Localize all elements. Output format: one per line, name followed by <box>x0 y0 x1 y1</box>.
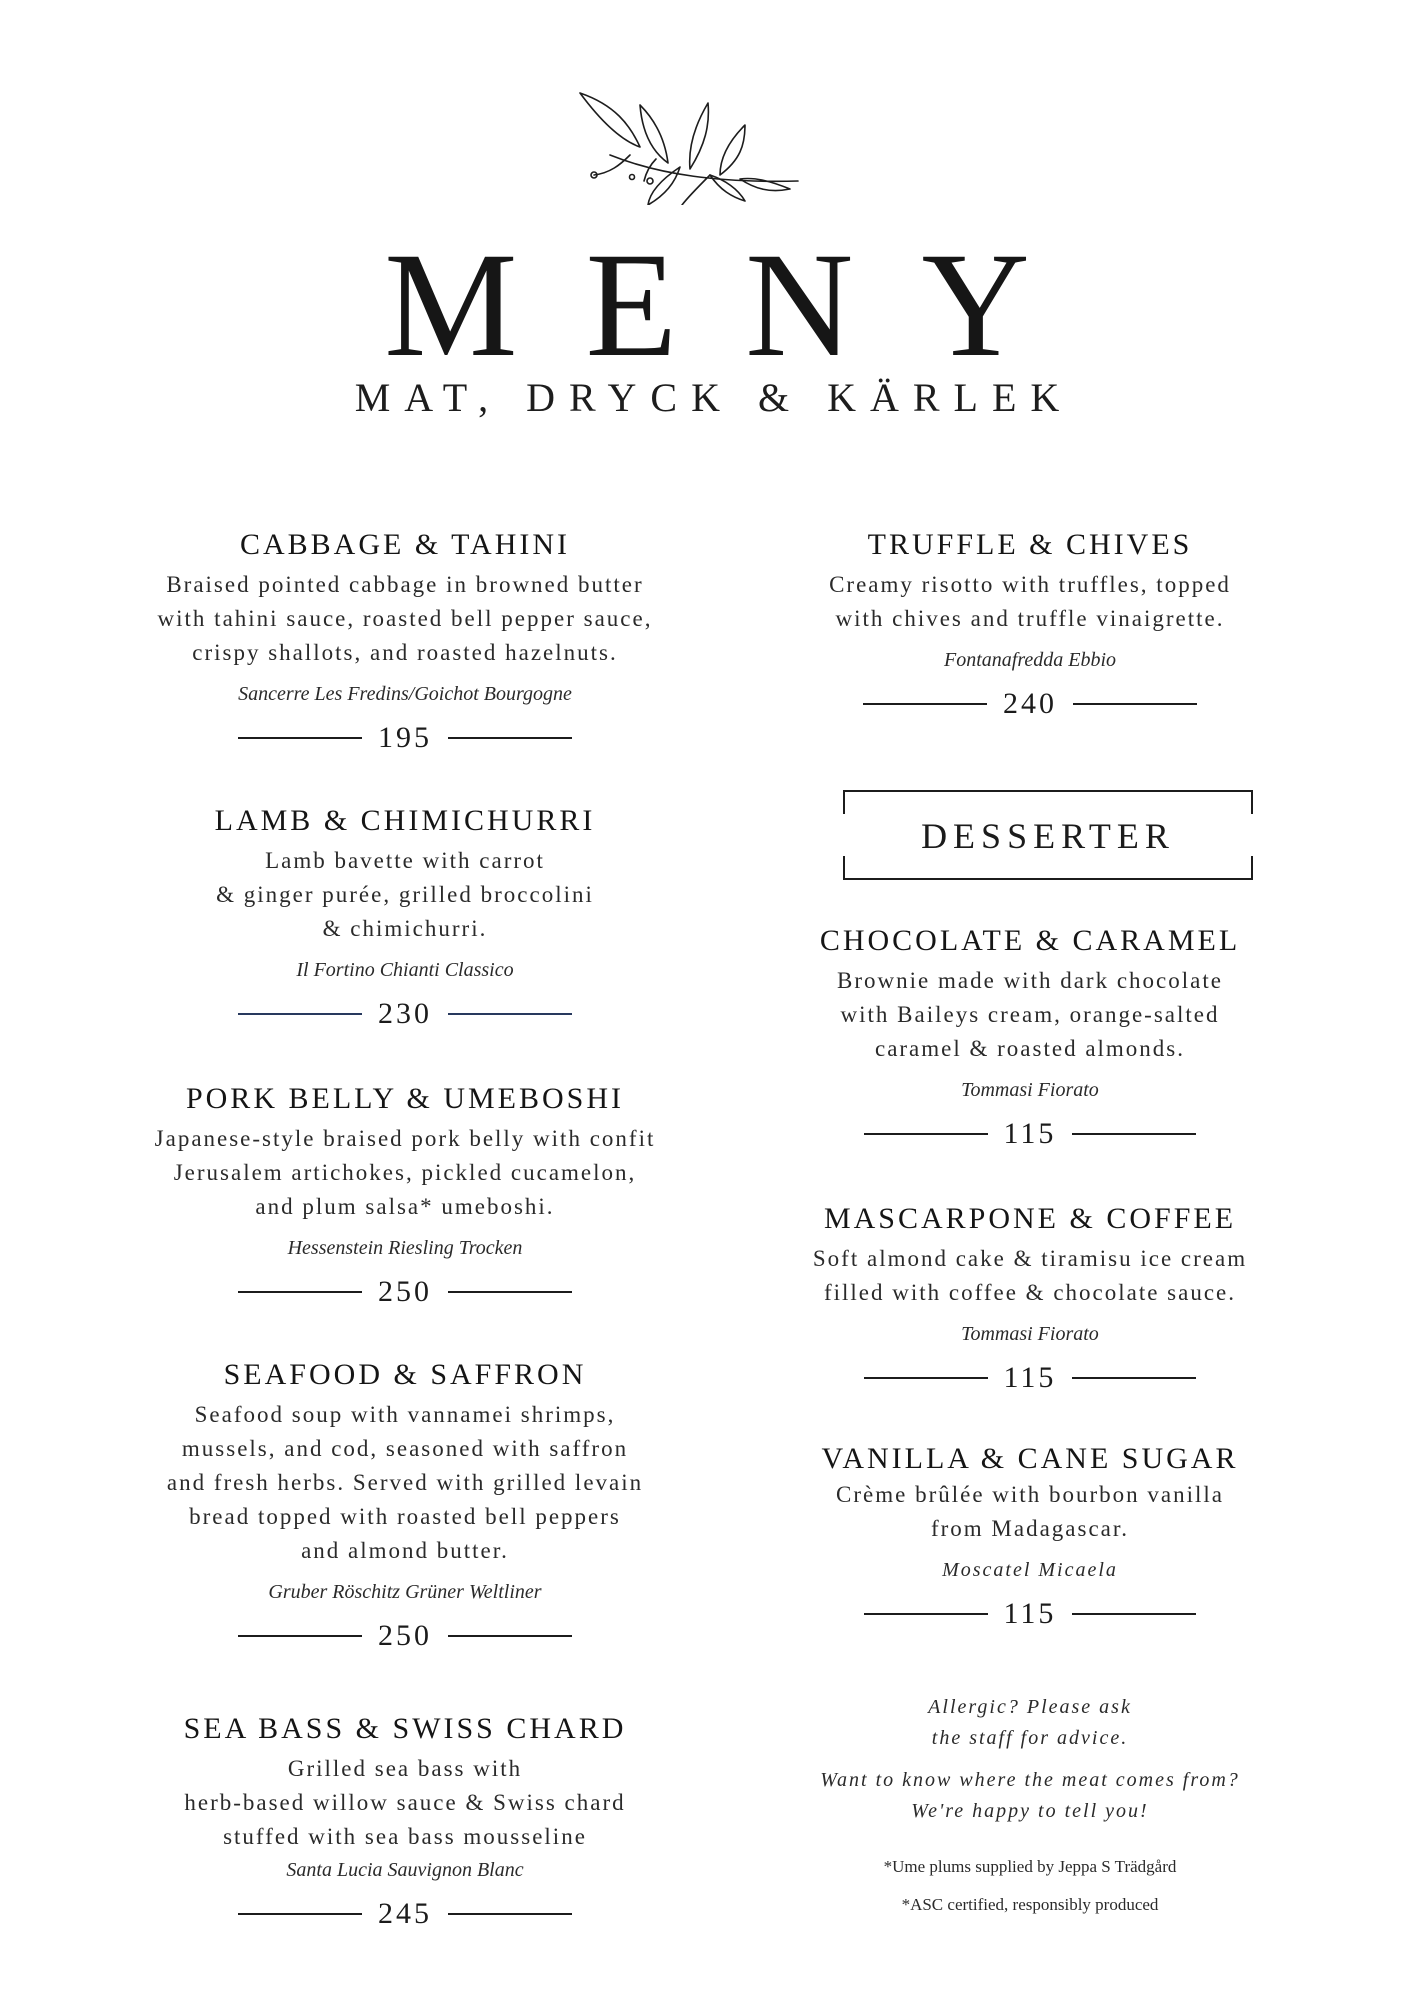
dish-name: PORK BELLY & UMEBOSHI <box>185 1082 625 1115</box>
price-rule-left <box>863 703 987 705</box>
frame-bottom-right-tick <box>1251 856 1253 880</box>
frame-bottom-line <box>843 878 1253 880</box>
frame-bottom-left-tick <box>843 856 845 880</box>
price-rule-left <box>238 737 362 739</box>
menu-item-vanilla-cane-sugar <box>760 1440 1300 1630</box>
dish-description: Lamb bavette with carrot & ginger purée, grilled broccolini & chimichurri. <box>216 848 594 941</box>
price-rule-right <box>448 737 572 739</box>
price-rule-left <box>864 1613 988 1615</box>
price-rule-left <box>864 1377 988 1379</box>
dish-name: CABBAGE & TAHINI <box>239 528 571 561</box>
wine-pairing: Il Fortino Chianti Classico <box>296 959 514 981</box>
dish-description: Crème brûlée with bourbon vanilla from Madagascar. <box>836 1482 1224 1541</box>
desserts-heading: DESSERTER <box>921 816 1175 856</box>
menu-item-pork-belly-umeboshi <box>130 1080 680 1308</box>
price-row <box>760 1598 1300 1630</box>
menu-item-cabbage-tahini <box>130 526 680 754</box>
price-rule-right <box>1072 1613 1196 1615</box>
price: 195 <box>378 721 432 754</box>
price: 250 <box>378 1619 432 1652</box>
menu-item-mascarpone-coffee <box>760 1200 1300 1394</box>
menu-subtitle: MAT, DRYCK & KÄRLEK <box>354 375 1074 420</box>
price-rule-right <box>1073 703 1197 705</box>
dish-description: Grilled sea bass with herb-based willow sauce & Swiss chard stuffed with sea bass mousseline <box>184 1756 626 1849</box>
wine-pairing: Moscatel Micaela <box>942 1559 1118 1581</box>
dish-name: SEA BASS & SWISS CHARD <box>183 1712 627 1745</box>
allergy-note: Allergic? Please ask the staff for advice. <box>928 1696 1132 1749</box>
footnote-asc: *ASC certified, responsibly produced <box>901 1895 1159 1914</box>
price-rule-left <box>864 1133 988 1135</box>
frame-top-line <box>843 790 1253 792</box>
wine-pairing: Santa Lucia Sauvignon Blanc <box>286 1859 524 1881</box>
price-rule-right <box>448 1291 572 1293</box>
price-row <box>130 1276 680 1308</box>
price-rule-right <box>448 1635 572 1637</box>
menu-item-chocolate-caramel <box>760 922 1300 1150</box>
price-rule-right <box>1072 1377 1196 1379</box>
dish-name: LAMB & CHIMICHURRI <box>214 804 596 837</box>
dish-description: Seafood soup with vannamei shrimps, mussels, and cod, seasoned with saffron and fresh herbs. Served with grilled levain bread topped with roasted bell peppers and almond butter. <box>166 1402 644 1563</box>
leaf-sprig-icon <box>570 85 810 205</box>
dish-description: Brownie made with dark chocolate with Baileys cream, orange-salted caramel & roasted almonds. <box>837 968 1223 1061</box>
price-rule-right <box>448 1013 572 1015</box>
dish-name: CHOCOLATE & CARAMEL <box>819 924 1241 957</box>
dish-name: MASCARPONE & COFFEE <box>823 1202 1237 1235</box>
price-rule-right <box>1072 1133 1196 1135</box>
price-rule-left <box>238 1013 362 1015</box>
price-rule-left <box>238 1635 362 1637</box>
price-row <box>130 998 680 1030</box>
frame-top-right-tick <box>1251 790 1253 814</box>
price-rule-left <box>238 1291 362 1293</box>
dish-name: TRUFFLE & CHIVES <box>867 528 1193 561</box>
menu-title: MENY <box>384 222 1098 388</box>
menu-item-lamb-chimichurri <box>130 802 680 1030</box>
price: 115 <box>1003 1117 1057 1150</box>
price-row <box>130 1898 680 1930</box>
footnote-plums: *Ume plums supplied by Jeppa S Trädgård <box>883 1857 1177 1876</box>
price-row <box>760 688 1300 720</box>
price: 245 <box>378 1897 432 1930</box>
price-row <box>130 722 680 754</box>
price-row <box>760 1362 1300 1394</box>
wine-pairing: Tommasi Fiorato <box>961 1323 1099 1345</box>
price: 240 <box>1003 687 1057 720</box>
dish-name: VANILLA & CANE SUGAR <box>821 1442 1239 1475</box>
price-row <box>760 1118 1300 1150</box>
menu-item-sea-bass-swiss-chard <box>130 1710 680 1930</box>
dish-description: Creamy risotto with truffles, topped with chives and truffle vinaigrette. <box>829 572 1231 631</box>
price: 250 <box>378 1275 432 1308</box>
dish-name: SEAFOOD & SAFFRON <box>223 1358 587 1391</box>
dish-description: Soft almond cake & tiramisu ice cream filled with coffee & chocolate sauce. <box>812 1246 1248 1305</box>
dish-description: Japanese-style braised pork belly with confit Jerusalem artichokes, pickled cucamelon, and plum salsa* umeboshi. <box>154 1126 656 1219</box>
price: 230 <box>378 997 432 1030</box>
menu-item-seafood-saffron <box>130 1356 680 1652</box>
desserts-heading-frame <box>843 790 1253 880</box>
wine-pairing: Hessenstein Riesling Trocken <box>287 1237 523 1259</box>
price-row <box>130 1620 680 1652</box>
meat-origin-note: Want to know where the meat comes from? We're happy to tell you! <box>820 1769 1240 1822</box>
price: 115 <box>1003 1597 1057 1630</box>
wine-pairing: Fontanafredda Ebbio <box>943 649 1117 671</box>
wine-pairing: Gruber Röschitz Grüner Weltliner <box>268 1581 542 1603</box>
price: 115 <box>1003 1361 1057 1394</box>
wine-pairing: Tommasi Fiorato <box>961 1079 1099 1101</box>
dish-description: Braised pointed cabbage in browned butter with tahini sauce, roasted bell pepper sauce, crispy shallots, and roasted hazelnuts. <box>157 572 653 665</box>
frame-top-left-tick <box>843 790 845 814</box>
menu-item-truffle-chives <box>760 526 1300 720</box>
price-rule-left <box>238 1913 362 1915</box>
price-rule-right <box>448 1913 572 1915</box>
wine-pairing: Sancerre Les Fredins/Goichot Bourgogne <box>238 683 572 705</box>
